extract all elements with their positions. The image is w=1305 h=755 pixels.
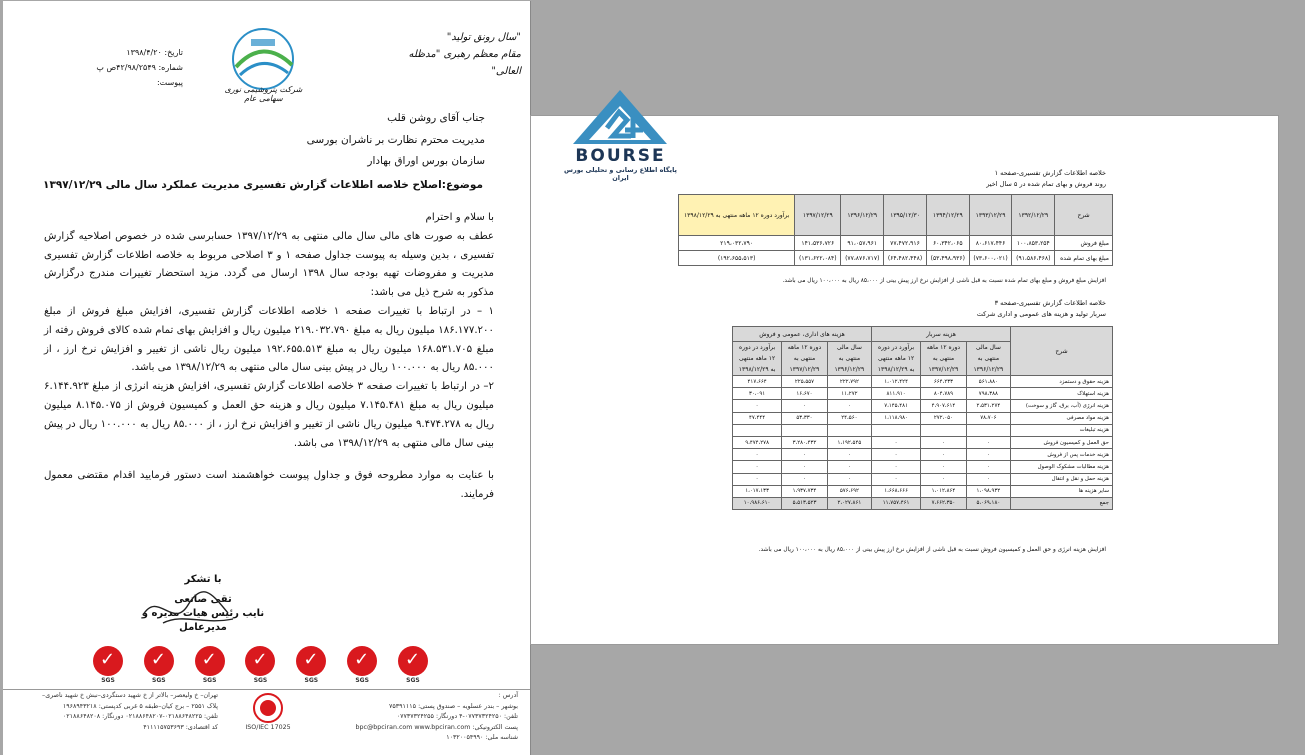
sgs-cert-badge: ✓ SGS — [88, 646, 128, 686]
table-cell: ۰ — [827, 400, 871, 412]
date-value: ۱۳۹۸/۴/۲۰ — [126, 48, 162, 57]
table-cell: ۰ — [782, 473, 828, 485]
table-cell: ۹،۴۷۴،۲۷۸ — [733, 436, 782, 448]
table-row — [733, 400, 1113, 412]
table-cell: ۰ — [921, 436, 967, 448]
sgs-cert-badge: ✓ SGS — [190, 646, 230, 686]
table-cell: ۱،۰۹۸،۹۳۲ — [966, 485, 1010, 497]
footer-line-text: تهران– خ ولیعصر– بالاتر از خ شهید دستگردی–نبش خ شهید ناصری– — [42, 692, 218, 699]
official-letter — [3, 1, 530, 755]
table-cell: ۰ — [733, 400, 782, 412]
table-cell: ۱،۰۱۲،۸۶۴ — [921, 485, 967, 497]
table-cell: (۹۱،۵۸۶،۴۶۸) — [1012, 251, 1055, 266]
table-row — [733, 424, 1113, 436]
table-cell: ۵،۵۱۳،۵۲۳ — [782, 497, 828, 509]
body-paragraph: ۲– در ارتباط با تغییرات صفحه ۳ خلاصه اطلاعات گزارش تفسیری، افزایش هزینه انرژی از مبلغ ۶.۱۴۴.۹۲۳ میلیون ریال به مبلغ ۷.۱۴۵.۴۸۱ میلیون ریال و هزینه حق العمل و کمیسیون فروش از ۸.۱۴۵.۰۷۵ میلیون ریال به ۹.۴۷۴.۲۷۸ میلیون ریال ناشی از تغییر و افزایش نرخ ارز ، از ۸۵.۰۰۰ ریال به ۱۰۰.۰۰۰ ریال در پیش بینی سال مالی منتهی به ۱۳۹۸/۱۲/۲۹ می باشد. — [44, 381, 495, 449]
footer-address-bushehr — [303, 691, 518, 744]
table-cell: ۰ — [872, 461, 921, 473]
table-cell — [872, 424, 921, 436]
number-value: ۴۲/۹۸/۲۵۴۹ص پ — [96, 63, 156, 72]
table-cell: ۹۱،۰۵۷،۹۶۱ — [841, 236, 884, 251]
letter-subject: موضوع:اصلاح خلاصه اطلاعات گزارش تفسیری مدیریت عملکرد سال مالی ۱۳۹۷/۱۲/۲۹ — [43, 179, 483, 191]
table-cell: ۳،۲۸۰،۴۳۲ — [782, 436, 828, 448]
table-cell: ۱،۰۱۲،۴۲۴ — [872, 376, 921, 388]
table-group-header-row — [733, 327, 1113, 342]
table-cell: ۰ — [921, 473, 967, 485]
column-header: ۱۳۹۷/۱۲/۲۹ — [795, 195, 841, 236]
row-label: هزینه تبلیغات — [1011, 424, 1113, 436]
table-cell: ۰ — [827, 461, 871, 473]
table-cell: ۰ — [966, 449, 1010, 461]
footer-line-text: پلاک ۲۵۵۱ – برج کیان–طبقه ۵ غربی کدپستی: ۱۹۶۸۹۴۳۲۱۸ — [62, 702, 218, 710]
table-cell: ۲۱۹،۰۳۲،۷۹۰ — [679, 236, 795, 251]
table-header-row — [679, 195, 1113, 236]
footer-line-text: شناسه ملی: ۱۰۳۲۰۰۵۴۹۹۰ — [446, 734, 518, 741]
table-cell: ۰ — [872, 473, 921, 485]
table-cell: ۵،۰۶۹،۱۸۰ — [966, 497, 1010, 509]
table-cell: ۱۰۰،۸۵۳،۲۵۴ — [1012, 236, 1055, 251]
table-cell: ۰ — [782, 400, 828, 412]
column-header: شرح — [1055, 195, 1113, 236]
body-paragraph: ۱ – در ارتباط با تغییرات صفحه ۱ خلاصه اطلاعات گزارش تفسیری، افزایش مبلغ فروش از مبلغ ۱۸۶.۱۷۷.۲۰۰ میلیون ریال به مبلغ ۲۱۹.۰۳۲.۷۹۰ میلیون ریال و افزایش بهای تمام شده کالای فروش رفته از مبلغ ۱۶۸.۵۳۱.۷۰۵ میلیون ریال به مبلغ ۱۹۲.۶۵۵.۵۱۳ میلیون ریال ناشی از تغییر و افزایش نرخ ارز ، از ۸۵.۰۰۰ ریال به ۱۰۰.۰۰۰ ریال در پیش بینی سال مالی منتهی به ۱۳۹۸/۱۲/۲۹ می باشد. — [44, 305, 494, 374]
section2-title: خلاصه اطلاعات گزارش تفسیری-صفحه ۳ — [994, 299, 1106, 307]
table-cell: ۰ — [733, 461, 782, 473]
table-cell: ۱۱،۲۷۲ — [827, 388, 871, 400]
attachment-row — [63, 75, 183, 90]
sales-cost-table — [678, 194, 1113, 266]
column-header: دوره ۱۲ ماهه منتهی به ۱۳۹۷/۱۲/۲۹ — [782, 342, 828, 376]
sgs-cert-badge: ✓ SGS — [393, 646, 433, 686]
row-label: جمع — [1011, 497, 1113, 509]
table-cell: ۲۴،۵۶۰ — [827, 412, 871, 424]
table-cell — [782, 424, 828, 436]
group-header-admin: هزینه های اداری، عمومی و فروش — [733, 327, 872, 342]
footer-address-tehran — [33, 691, 218, 733]
body-paragraph: با عنایت به موارد مطروحه فوق و جداول پیوست خواهشمند است دستور فرمایید اقدام مقتضی معمول فرمایند. — [44, 470, 494, 501]
sgs-cert-badge: ✓ SGS — [342, 646, 382, 686]
table-cell: (۷۷،۸۷۶،۷۱۷) — [841, 251, 884, 266]
table-row — [733, 473, 1113, 485]
table-cell: ۰ — [921, 461, 967, 473]
table-cell: ۱،۱۹۲،۵۴۵ — [827, 436, 871, 448]
table-cell: ۷۷،۴۷۲،۹۱۶ — [884, 236, 927, 251]
table-cell: ۲،۰۲۷،۸۶۱ — [827, 497, 871, 509]
address-label: آدرس : — [498, 692, 518, 699]
table-row — [679, 236, 1113, 251]
row-label: هزینه خدمات پس از فروش — [1011, 449, 1113, 461]
number-row — [63, 60, 183, 75]
table-cell: ۱۶،۶۷۰ — [782, 388, 828, 400]
table-cell: (۷۳،۶۰۰،۰۲۱) — [969, 251, 1012, 266]
table-cell: ۳۰،۰۹۱ — [733, 388, 782, 400]
table-cell: ۲۷۲،۰۵۰ — [921, 412, 967, 424]
table-cell: ۲۲۵،۵۵۷ — [782, 376, 828, 388]
column-header: سال مالی منتهی به ۱۳۹۶/۱۲/۲۹ — [827, 342, 871, 376]
table-cell: ۰ — [782, 449, 828, 461]
bourse-wordmark: BOURSE — [575, 146, 666, 166]
table-cell: ۵۶۱،۸۸۰ — [966, 376, 1010, 388]
table-cell: ۱۰،۹۸۶،۶۱۰ — [733, 497, 782, 509]
table-cell: ۸۰،۶۱۷،۴۴۶ — [969, 236, 1012, 251]
table-cell: ۷۹۸،۳۸۸ — [966, 388, 1010, 400]
turkak-badge — [238, 693, 298, 734]
column-header: ۱۳۹۵/۱۲/۳۰ — [884, 195, 927, 236]
table-cell — [827, 424, 871, 436]
table-cell: ۷،۶۶۲،۳۵۰ — [921, 497, 967, 509]
column-header: شرح — [1011, 327, 1113, 376]
row-label: حق العمل و کمیسیون فروش — [1011, 436, 1113, 448]
table-cell: ۷،۱۴۵،۴۸۱ — [872, 400, 921, 412]
footer-line-text: تلفن: ۰۷۷۳۷۳۲۴۲۵۰-۴ دورنگار: ۰۷۷۳۷۳۲۴۲۵۵ — [396, 713, 518, 720]
table-cell: ۲،۵۳۱،۲۷۴ — [966, 400, 1010, 412]
recipient-line: مدیریت محترم نظارت بر ناشران بورسی — [306, 133, 485, 146]
table-cell: ۰ — [782, 461, 828, 473]
iso-label: ISO/IEC 17025 — [245, 724, 291, 731]
bourse-tagline: پایگاه اطلاع رسانی و تحلیلی بورس ایران — [564, 166, 677, 182]
table-cell: ۰ — [733, 473, 782, 485]
table-cell: ۷۸،۷۰۶ — [966, 412, 1010, 424]
row-label: مبلغ بهای تمام شده — [1055, 251, 1113, 266]
column-header: دوره ۱۲ ماهه منتهی به ۱۳۹۷/۱۲/۲۹ — [921, 342, 967, 376]
row-label: هزینه مطالبات مشکوک الوصول — [1011, 461, 1113, 473]
signer-title: نایب رئیس هیات مدیره و مدیرعامل — [141, 608, 265, 633]
sgs-cert-badge: ✓ SGS — [139, 646, 179, 686]
table-cell: ۴۱۷،۶۶۴ — [733, 376, 782, 388]
column-header: ۱۳۹۳/۱۲/۲۹ — [969, 195, 1012, 236]
table-cell: ۱،۰۱۷،۱۳۳ — [733, 485, 782, 497]
row-label: هزینه مواد مصرفی — [1011, 412, 1113, 424]
row-label: هزینه حمل و نقل و انتقال — [1011, 473, 1113, 485]
table-cell: ۵۷۶،۶۹۲ — [827, 485, 871, 497]
table-cell: ۰ — [966, 461, 1010, 473]
date-label: تاریخ: — [164, 48, 183, 57]
total-row — [733, 497, 1113, 509]
table-row — [679, 251, 1113, 266]
column-header-forecast: برآورد دوره ۱۲ ماهه منتهی به ۱۳۹۸/۱۲/۲۹ — [679, 195, 795, 236]
letter-body — [44, 209, 494, 505]
table-cell: (۵۳،۴۹۸،۹۳۶) — [926, 251, 969, 266]
table-cell: ۸۱۱،۹۱۰ — [872, 388, 921, 400]
table-cell: ۱۴۱،۵۳۶،۷۲۶ — [795, 236, 841, 251]
certification-badges — [88, 646, 433, 686]
recipient-line: جناب آقای روشن قلب — [387, 112, 485, 124]
table-row — [733, 436, 1113, 448]
table-cell: ۰ — [921, 449, 967, 461]
sgs-cert-badge: ✓ SGS — [240, 646, 280, 686]
row-label: هزینه انرژی (آب، برق، گاز و سوخت) — [1011, 400, 1113, 412]
row-label: سایر هزینه ها — [1011, 485, 1113, 497]
table-cell: ۰ — [827, 449, 871, 461]
row-label: مبلغ فروش — [1055, 236, 1113, 251]
column-header: ۱۳۹۶/۱۲/۲۹ — [841, 195, 884, 236]
table-cell: ۴۷،۴۴۴ — [733, 412, 782, 424]
column-header: سال مالی منتهی به ۱۳۹۶/۱۲/۲۹ — [966, 342, 1010, 376]
column-header: ۱۳۹۴/۱۲/۲۹ — [926, 195, 969, 236]
table1-note: افزایش مبلغ فروش و مبلغ بهای تمام شده نسبت به قبل ناشی از افزایش نرخ ارز پیش بینی از ۸۵،۰۰۰ ریال به ۱۰۰،۰۰۰ ریال می باشد. — [782, 278, 1106, 284]
column-header: ۱۳۹۲/۱۲/۲۹ — [1012, 195, 1055, 236]
row-label: هزینه حقوق و دستمزد — [1011, 376, 1113, 388]
date-row — [63, 45, 183, 60]
table-cell: ۱۱،۷۵۷،۴۶۱ — [872, 497, 921, 509]
table-row — [733, 376, 1113, 388]
section1-subtitle: روند فروش و بهای تمام شده در ۵ سال اخیر — [986, 180, 1106, 188]
recipient-line: سازمان بورس اوراق بهادار — [367, 155, 485, 167]
footer-line-text: بوشهر – بندر عسلویه – صندوق پستی: ۷۵۳۹۱۱۱۵ — [389, 702, 518, 710]
table-cell: ۱،۶۶۸،۶۶۶ — [872, 485, 921, 497]
table-cell: ۴،۹۰۷،۶۱۴ — [921, 400, 967, 412]
table-cell: ۲۲۲،۷۹۲ — [827, 376, 871, 388]
table-cell: ۰ — [733, 449, 782, 461]
footer-line-text: تلفن: ۰۲۱۸۸۶۴۸۲۲۵-۰۲۱۸۸۶۴۸۲۰۷ دورنگار: ۰۲۱۸۸۶۴۸۲۰۸ — [62, 713, 218, 720]
company-name: شرکت پتروشیمی نوری سهامی عام — [224, 85, 303, 103]
group-header-overhead: هزینه سربار — [872, 327, 1011, 342]
table-cell: ۱،۱۱۸،۹۸۰ — [872, 412, 921, 424]
table-cell: ۱،۹۳۷،۷۳۴ — [782, 485, 828, 497]
table-cell: (۱۳۱،۶۲۲،۰۸۴) — [795, 251, 841, 266]
table-cell: ۰ — [966, 473, 1010, 485]
footer-line-text: پست الکترونیکی: bpc@bpciran.com www.bpciran.com — [355, 723, 518, 731]
signer-name: تقی صانعی — [174, 594, 232, 605]
table-row — [733, 485, 1113, 497]
table-cell — [966, 424, 1010, 436]
sgs-cert-badge: ✓ SGS — [291, 646, 331, 686]
table-cell: ۰ — [966, 436, 1010, 448]
footer-divider — [3, 689, 530, 690]
table-cell: ۰ — [872, 436, 921, 448]
table-body — [733, 376, 1113, 510]
table2-note: افزایش هزینه انرژی و حق العمل و کمیسیون فروش نسبت به قبل ناشی از افزایش نرخ ارز پیش بینی از ۸۵،۰۰۰ ریال به ۱۰۰،۰۰۰ ریال می باشد. — [758, 547, 1106, 553]
column-header: برآورد در دوره ۱۲ ماهه منتهی به ۱۳۹۸/۱۲/۲۹ — [872, 342, 921, 376]
footer-line-text: کد اقتصادی: ۴۱۱۱۱۵۷۵۳۶۹۳ — [143, 723, 218, 731]
table-cell — [921, 424, 967, 436]
greeting: با سلام و احترام — [425, 212, 494, 223]
table-cell — [733, 424, 782, 436]
table-cell: ۶۰،۳۴۲،۰۶۵ — [926, 236, 969, 251]
table-row — [733, 412, 1113, 424]
attachment-label: پیوست: — [156, 78, 183, 87]
table-cell: ۶۶۴،۲۳۳ — [921, 376, 967, 388]
slogan-line: "سال رونق تولید" — [446, 32, 521, 43]
turkak-icon — [253, 693, 283, 723]
table-cell: ۸۰۴،۷۸۹ — [921, 388, 967, 400]
slogan-line: مقام معظم رهبری "مدظله العالی" — [408, 49, 521, 77]
column-header: برآورد در دوره ۱۲ ماهه منتهی به ۱۳۹۸/۱۲/۲۹ — [733, 342, 782, 376]
slogan — [391, 29, 521, 80]
section2-subtitle: سربار تولید و هزینه های عمومی و اداری شرکت — [976, 310, 1106, 318]
table-row — [733, 449, 1113, 461]
table-cell: (۶۴،۴۸۲،۴۴۸) — [884, 251, 927, 266]
body-paragraph: عطف به صورت های مالی سال مالی منتهی به ۱۳۹۷/۱۲/۲۹ حسابرسی شده در خصوص اصلاحیه گزارش تفسیری ، بدین وسیله به پیوست جداول صفحه ۱ و ۳ اصلاحی مربوط به خلاصه اطلاعات گزارش تفسیری مدیریت و مفروضات تهیه بودجه سال ۱۳۹۸ ارسال می گردد. مزید استحضار تغییرات مندرج درگزارش مذکور به شرح ذیل می باشد: — [44, 230, 495, 299]
table-cell: (۱۹۲،۶۵۵،۵۱۳) — [679, 251, 795, 266]
section1-title: خلاصه اطلاعات گزارش تفسیری-صفحه ۱ — [994, 169, 1106, 177]
table-cell: ۰ — [872, 449, 921, 461]
table-cell: ۵۳،۳۳۰ — [782, 412, 828, 424]
table-cell: ۰ — [827, 473, 871, 485]
handwritten-signature — [133, 585, 243, 633]
table-row — [733, 388, 1113, 400]
number-label: شماره: — [158, 63, 183, 72]
table-row — [733, 461, 1113, 473]
row-label: هزینه استهلاک — [1011, 388, 1113, 400]
recipient-block — [85, 108, 485, 173]
overhead-expenses-table — [732, 326, 1113, 510]
letter-meta — [63, 45, 183, 90]
thanks-text: با تشکر — [184, 574, 222, 585]
